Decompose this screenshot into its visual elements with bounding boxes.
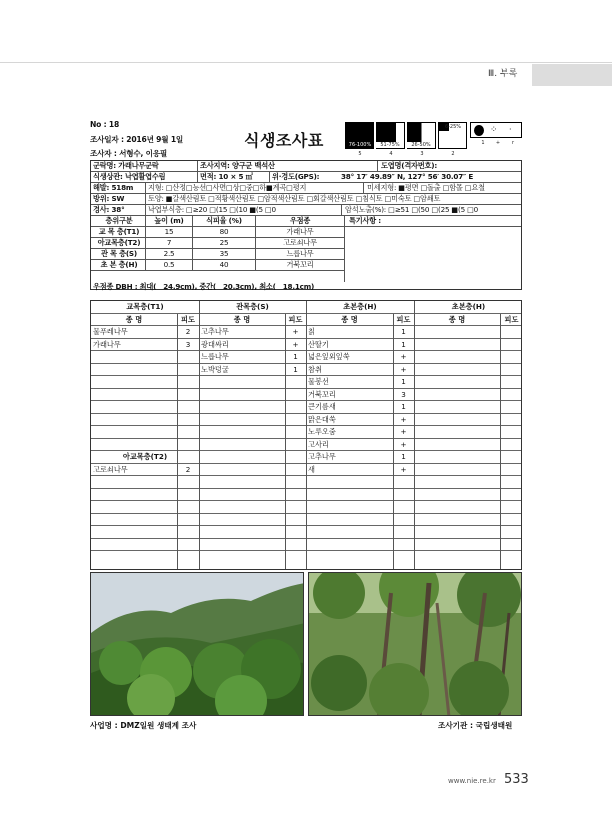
survey-date: 조사일자 : 2016년 9월 1일 [90, 135, 184, 144]
cover-label-5: 76-100% [348, 142, 372, 148]
species-name-header: 종 명 [125, 314, 143, 324]
h-species-name: 산딸기 [308, 339, 329, 349]
layer-name: 교 목 층(T1) [98, 227, 140, 236]
scale-num-1: 1 [481, 140, 485, 146]
h-species-name: 참취 [308, 364, 322, 374]
species-table [90, 300, 522, 570]
s-species-cover: + [292, 327, 299, 336]
scale-num-3: 3 [420, 151, 424, 157]
forest-photo [308, 572, 522, 716]
species-name-header: 종 명 [233, 314, 251, 324]
remarks-label: 특기사항 : [349, 216, 381, 225]
survey-region: 조사지역: 양구군 백석산 [200, 161, 275, 170]
layer-row [91, 227, 344, 238]
h-species-name: 칡 [308, 327, 315, 336]
cover-header: 피도 [504, 314, 519, 324]
layer-dominant: 고로쇠나무 [283, 238, 317, 247]
h-species-cover: + [400, 427, 407, 436]
info-table [90, 160, 522, 290]
project-name: 사업명 : DMZ일원 생태계 조사 [90, 721, 197, 730]
terrain: 지형: □산정□능선□사면□상□중□하■계곡□평지 [148, 183, 307, 192]
layer-row [91, 260, 344, 271]
layer-height: 15 [164, 227, 174, 236]
h-species-cover: 1 [401, 339, 406, 349]
cover-label-2: 6-25% [444, 124, 462, 130]
plot-area: 면적: 10 × 5 ㎡ [200, 172, 253, 181]
layer-col-header: 층위구분 [105, 216, 133, 225]
h-species-cover: 1 [401, 452, 406, 461]
h-species-cover: + [400, 464, 407, 474]
h-species-name: 노루오줌 [308, 427, 336, 436]
cover-header: 피도 [288, 314, 303, 324]
s-species-name: 고추나무 [201, 327, 229, 336]
cover-label-3: 26-50% [407, 142, 435, 148]
h-species-cover: 1 [401, 327, 406, 336]
page-title: 식생조사표 [244, 131, 324, 150]
header-rule [0, 62, 612, 63]
layer-cover: 35 [219, 249, 229, 258]
t1-species-name: 물푸레나무 [93, 327, 128, 336]
rock-exposure: 암석노출(%): □≥51 □(50 □(25 ■(5 □0 [345, 205, 479, 214]
layer-name: 초 본 층(H) [100, 260, 138, 269]
h-species-cover: 1 [401, 402, 406, 411]
cover-col-header: 식피율 (%) [206, 216, 242, 225]
info-row-1 [91, 161, 521, 172]
h-species-cover: + [400, 364, 407, 374]
community-name: 군락명: 가래나무군락 [93, 161, 159, 170]
site-url: www.nie.re.kr [448, 777, 496, 785]
elevation: 해발: 518m [93, 183, 134, 192]
h-species-name: 고사리 [308, 439, 329, 449]
layer-cover: 25 [219, 238, 229, 247]
dbh-values: 우점종 DBH : 최대( 24.9cm), 중간( 20.3cm), 최소( 18.1cm) [93, 282, 315, 291]
layer-height: 0.5 [163, 260, 175, 269]
scale-num-2: 2 [451, 151, 455, 157]
layer-header-row [91, 216, 521, 227]
cover-label-4: 51-75% [376, 142, 404, 148]
layer-group-header: 초본층(H) [451, 302, 486, 311]
page-number: 533 [504, 772, 529, 787]
dominant-col-header: 우점종 [289, 216, 311, 225]
info-row-4 [91, 194, 521, 205]
h-species-cover: + [400, 414, 407, 424]
info-row-2 [91, 172, 521, 183]
layer-name: 관 목 층(S) [101, 249, 137, 258]
survey-agency: 조사기관 : 국립생태원 [438, 721, 513, 730]
t2-species-cover: 2 [185, 464, 191, 474]
s-species-cover: 1 [293, 352, 298, 361]
layer-row [91, 249, 344, 260]
h-species-name: 고추나무 [308, 452, 336, 461]
species-name-header: 종 명 [448, 314, 466, 324]
layer-name: 아교목층(T2) [97, 238, 141, 247]
s-species-name: 노박덩굴 [201, 364, 229, 374]
cover-header: 피도 [181, 314, 195, 324]
micro-terrain: 미세지형: ■평면 □돌출 □함몰 □요철 [367, 183, 485, 192]
soil: 토양: ■갈색산림토 □적황색산림토 □암적색산림토 □회갈색산림토 □침식토 □미숙토 □암쇄토 [148, 194, 441, 203]
info-row-3 [91, 183, 521, 194]
scale-num-r: r [511, 140, 515, 146]
s-species-name: 느릅나무 [201, 352, 229, 361]
layer-height: 7 [166, 238, 172, 247]
header-tab [532, 64, 612, 86]
h-species-cover: + [400, 352, 407, 361]
layer-group-header: 교목층(T1) [126, 302, 164, 311]
t1-species-name: 가래나무 [93, 339, 121, 349]
s-species-cover: 1 [293, 364, 298, 374]
t1-species-cover: 3 [185, 339, 191, 349]
s-species-cover: + [292, 339, 299, 349]
scale-num-5: 5 [358, 151, 362, 157]
h-species-name: 물봉선 [308, 377, 329, 386]
t2-group-header: 아교목층(T2) [122, 452, 168, 461]
layer-cover: 40 [219, 260, 229, 269]
h-species-name: 거북꼬리 [308, 389, 336, 399]
h-species-cover: 3 [401, 389, 406, 399]
height-col-header: 높이 (m) [154, 216, 184, 225]
physiognomy: 식생상관: 낙엽활엽수림 [93, 172, 166, 181]
dbh-row [91, 282, 521, 293]
slope: 경사: 38° [93, 205, 125, 214]
t2-species-name: 고로쇠나무 [93, 464, 128, 474]
species-name-header: 종 명 [341, 314, 358, 324]
h-species-name: 새 [308, 464, 315, 474]
layer-cover: 80 [219, 227, 229, 236]
litter-layer: 낙엽부식층: □≥20 □(15 □(10 ■(5 □0 [148, 205, 276, 214]
aspect: 방위: SW [93, 194, 125, 203]
section-label: Ⅲ. 부록 [488, 69, 518, 79]
gps-label: 위·경도(GPS): [272, 172, 320, 181]
layer-dominant: 가래나무 [286, 227, 314, 236]
h-species-cover: 1 [401, 377, 406, 386]
layer-row [91, 238, 344, 249]
cover-header: 피도 [396, 314, 411, 324]
layer-group-header: 초본층(H) [343, 302, 377, 311]
layer-dominant: 거북꼬리 [286, 260, 314, 269]
landscape-photo [90, 572, 304, 716]
t1-species-cover: 2 [185, 327, 191, 336]
surveyors: 조사자 : 서형수, 이응필 [90, 149, 168, 158]
cover-scale-small: ⁘ · [470, 122, 522, 138]
h-species-name: 맑은대쑥 [308, 414, 336, 424]
layer-group-header: 관목층(S) [236, 302, 269, 311]
layer-height: 2.5 [163, 249, 175, 258]
map-number: 도엽명(격자번호): [381, 161, 438, 170]
s-species-name: 광대싸리 [201, 339, 229, 349]
layer-dominant: 느릅나무 [286, 249, 314, 258]
scale-num-plus: + [495, 140, 501, 146]
h-species-name: 넓은잎외잎쑥 [308, 352, 350, 361]
survey-number: No : 18 [90, 120, 120, 129]
gps-value: 38° 17′ 49.89″ N, 127° 56′ 30.07″ E [341, 172, 474, 181]
h-species-cover: + [400, 439, 407, 449]
scale-num-4: 4 [389, 151, 393, 157]
h-species-name: 큰기름새 [308, 402, 336, 411]
info-row-5 [91, 205, 521, 216]
